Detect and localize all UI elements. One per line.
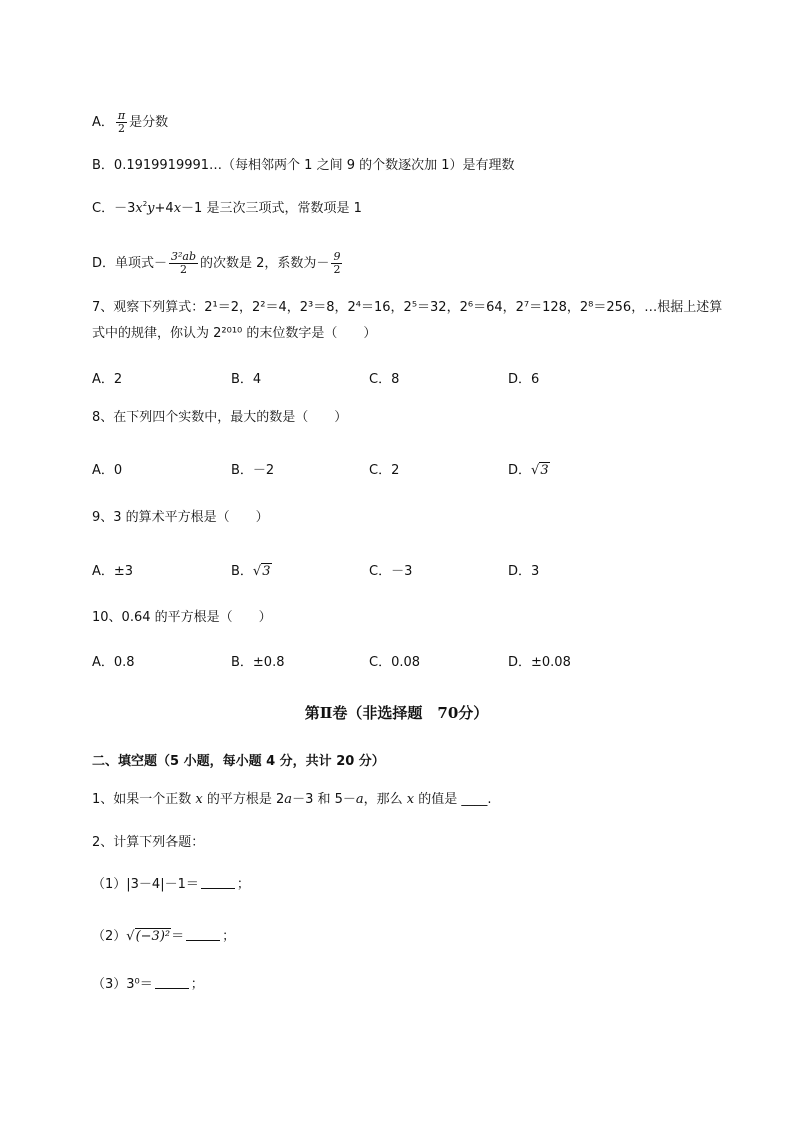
q7-option-d[interactable]: D．6 xyxy=(508,372,540,387)
q6-option-b: B．0.1919919991…（每相邻两个 1 之间 9 的个数逐次加 1）是有理数 xyxy=(92,158,515,173)
sqrt-3: √3 xyxy=(531,463,549,478)
q7-option-c[interactable]: C．8 xyxy=(369,372,400,387)
q7-option-b[interactable]: B．4 xyxy=(231,372,262,387)
q9-options xyxy=(92,560,712,578)
answer-blank[interactable] xyxy=(155,976,189,989)
fill-question-2-stem: 2、计算下列各题： xyxy=(92,835,205,850)
q8-option-a[interactable]: A．0 xyxy=(92,463,123,478)
q10-stem: 10、0.64 的平方根是（ ） xyxy=(92,610,272,625)
q7-options xyxy=(92,368,712,386)
pi-over-2-fraction: $\frac{\pi}{2}$ xyxy=(117,109,126,135)
q6-option-a: A． $\frac{\pi}{2}$ 是分数 xyxy=(92,109,169,135)
q10-option-c[interactable]: C．0.08 xyxy=(369,655,421,670)
q10-option-d[interactable]: D．±0.08 xyxy=(508,655,571,670)
q9-option-d[interactable]: D．3 xyxy=(508,564,540,579)
fill-question-1: 1、如果一个正数 x 的平方根是 2a－3 和 5－a，那么 x 的值是 ____. xyxy=(92,792,492,807)
q6-option-c: C．$-3x^2y+4x-1$ 是三次三项式，常数项是 1 xyxy=(92,200,362,216)
q9-option-b[interactable]: B．√3 xyxy=(231,564,271,579)
q7-stem-line2: 式中的规律，你认为 2²⁰¹⁰ 的末位数字是（ ） xyxy=(92,326,377,341)
q9-option-a[interactable]: A．±3 xyxy=(92,564,134,579)
sqrt-neg3-squared: √(−3)² xyxy=(126,929,171,944)
q8-stem: 8、在下列四个实数中，最大的数是（ ） xyxy=(92,410,348,425)
q10-option-b[interactable]: B．±0.8 xyxy=(231,655,285,670)
q10-option-a[interactable]: A．0.8 xyxy=(92,655,135,670)
q10-options xyxy=(92,651,712,669)
q8-option-d[interactable]: D．√3 xyxy=(508,463,549,478)
q8-options xyxy=(92,459,712,477)
q8-option-c[interactable]: C．2 xyxy=(369,463,400,478)
q7-stem-line1: 7、观察下列算式：2¹＝2，2²＝4，2³＝8，2⁴＝16，2⁵＝32，2⁶＝64，2⁷＝128，2⁸＝256，…根据上述算 xyxy=(92,300,723,315)
q9-option-c[interactable]: C．－3 xyxy=(369,564,413,579)
fill-question-2-part-2: （2）√(−3)²＝ ； xyxy=(92,929,236,944)
fill-question-2-part-3: （3）3⁰＝ ； xyxy=(92,977,204,992)
q6-option-d: D．单项式－ $\frac{\text{3²ab}}{2}$ 的次数是 2，系数为－ $\frac{9}{2}$ xyxy=(92,250,341,276)
q7-option-a[interactable]: A．2 xyxy=(92,372,123,387)
part-2-title: 第Ⅱ卷（非选择题 70分） xyxy=(304,704,489,722)
monomial-fraction: $\frac{\text{3²ab}}{2}$ xyxy=(171,250,197,276)
fill-question-2-part-1: （1）|3－4|－1＝ ； xyxy=(92,877,250,892)
answer-blank[interactable] xyxy=(186,928,220,941)
sqrt-3: √3 xyxy=(252,564,271,579)
answer-blank[interactable] xyxy=(201,876,235,889)
q9-stem: 9、3 的算术平方根是（ ） xyxy=(92,510,269,525)
coefficient-fraction: $\frac{9}{2}$ xyxy=(333,250,341,276)
q8-option-b[interactable]: B．－2 xyxy=(231,463,275,478)
fill-in-section-heading: 二、填空题（5 小题，每小题 4 分，共计 20 分） xyxy=(92,754,385,769)
